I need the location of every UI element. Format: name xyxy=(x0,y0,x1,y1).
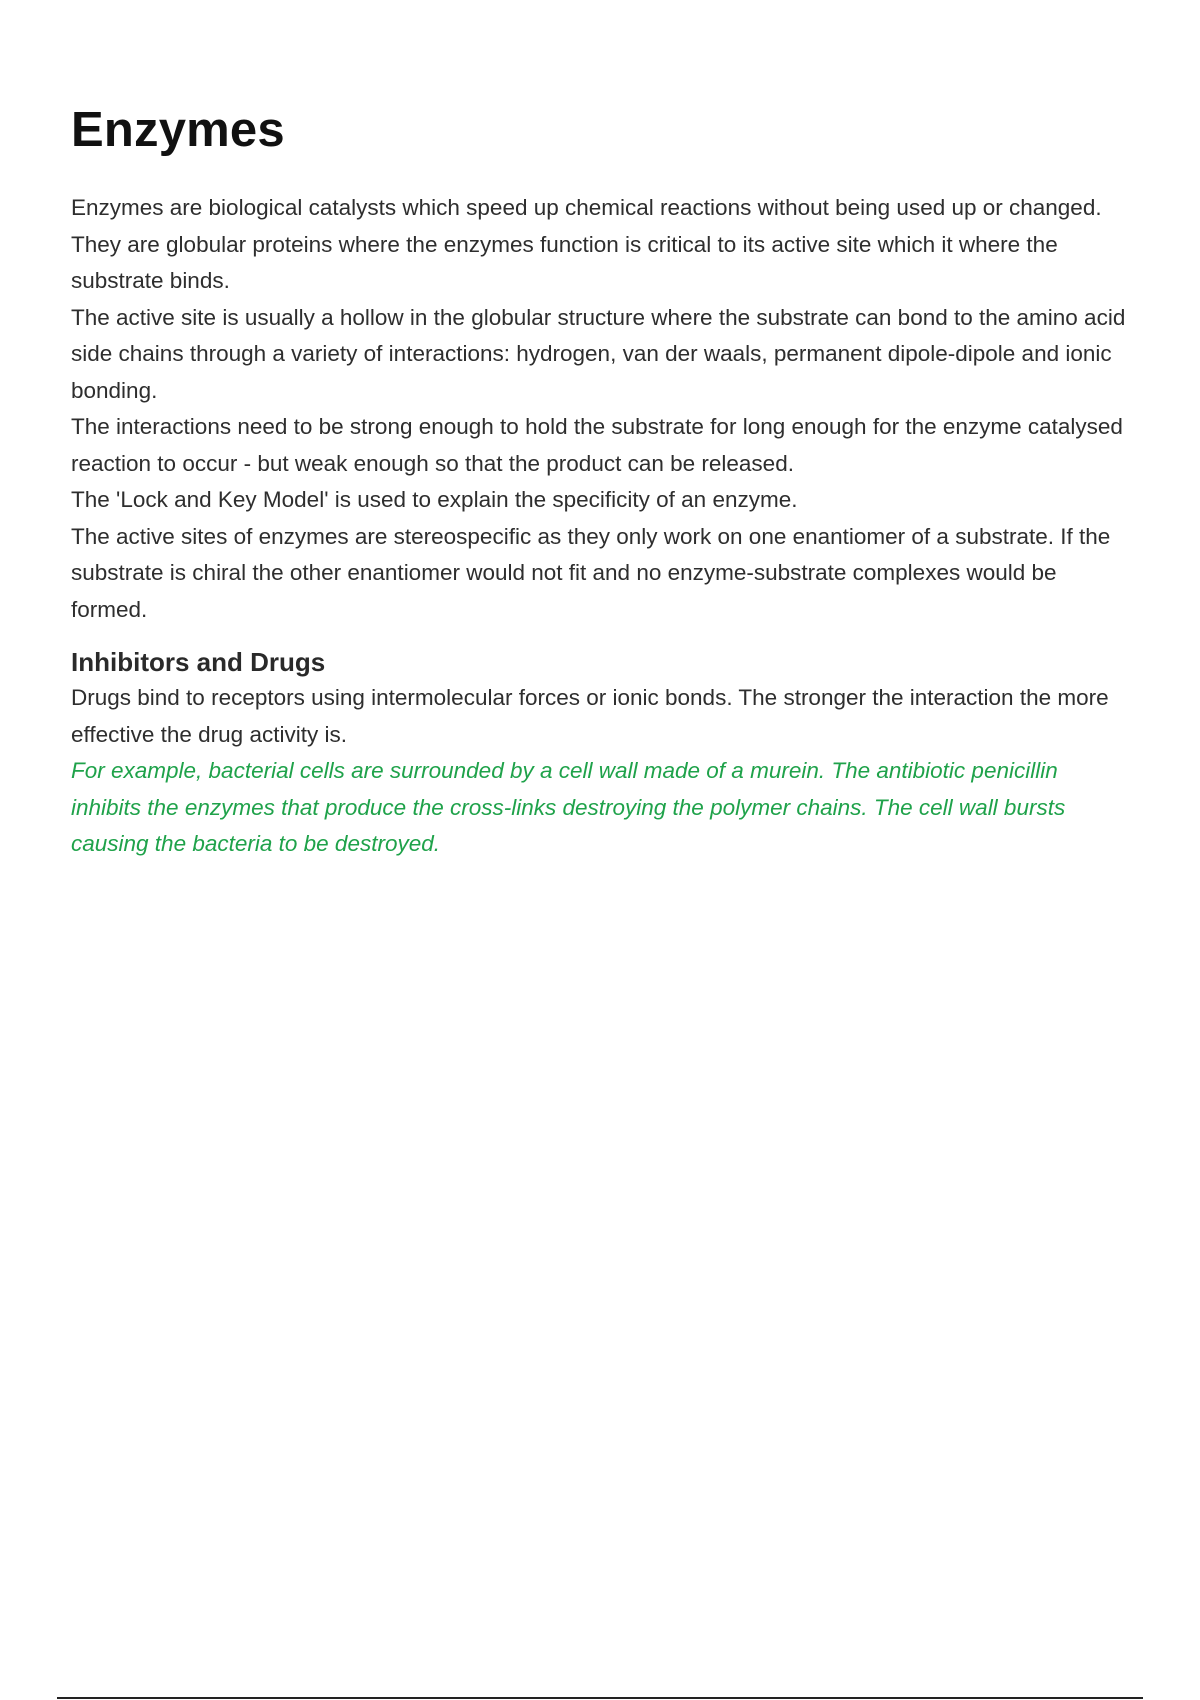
document-page xyxy=(71,100,1131,863)
footer-divider xyxy=(57,1697,1143,1699)
paragraph-lock-and-key: The 'Lock and Key Model' is used to explain the specificity of an enzyme. xyxy=(71,487,798,512)
paragraph-enzymes-definition: Enzymes are biological catalysts which speed up chemical reactions without being used up or changed. They are globular proteins where the enzymes function is critical to its active site which it where the substrate binds. xyxy=(71,195,1102,293)
page-title: Enzymes xyxy=(71,103,285,157)
section-heading-inhibitors: Inhibitors and Drugs xyxy=(71,647,326,677)
example-penicillin: For example, bacterial cells are surrounded by a cell wall made of a murein. The antibiotic penicillin inhibits the enzymes that produce the cross-links destroying the polymer chains. The cell wall bursts causing the bacteria to be destroyed. xyxy=(71,758,1066,856)
paragraph-stereospecific: The active sites of enzymes are stereospecific as they only work on one enantiomer of a substrate. If the substrate is chiral the other enantiomer would not fit and no enzyme-substrate complexes would be formed. xyxy=(71,523,1111,622)
paragraph-active-site: The active site is usually a hollow in the globular structure where the substrate can bond to the amino acid side chains through a variety of interactions: hydrogen, van der waals, permanent dipole-dipole and ionic bonding. xyxy=(71,304,1126,403)
paragraph-drugs: Drugs bind to receptors using intermolecular forces or ionic bonds. The stronger the interaction the more effective the drug activity is. xyxy=(71,685,1109,747)
paragraph-interactions: The interactions need to be strong enough to hold the substrate for long enough for the enzyme catalysed reaction to occur - but weak enough so that the product can be released. xyxy=(71,414,1123,476)
